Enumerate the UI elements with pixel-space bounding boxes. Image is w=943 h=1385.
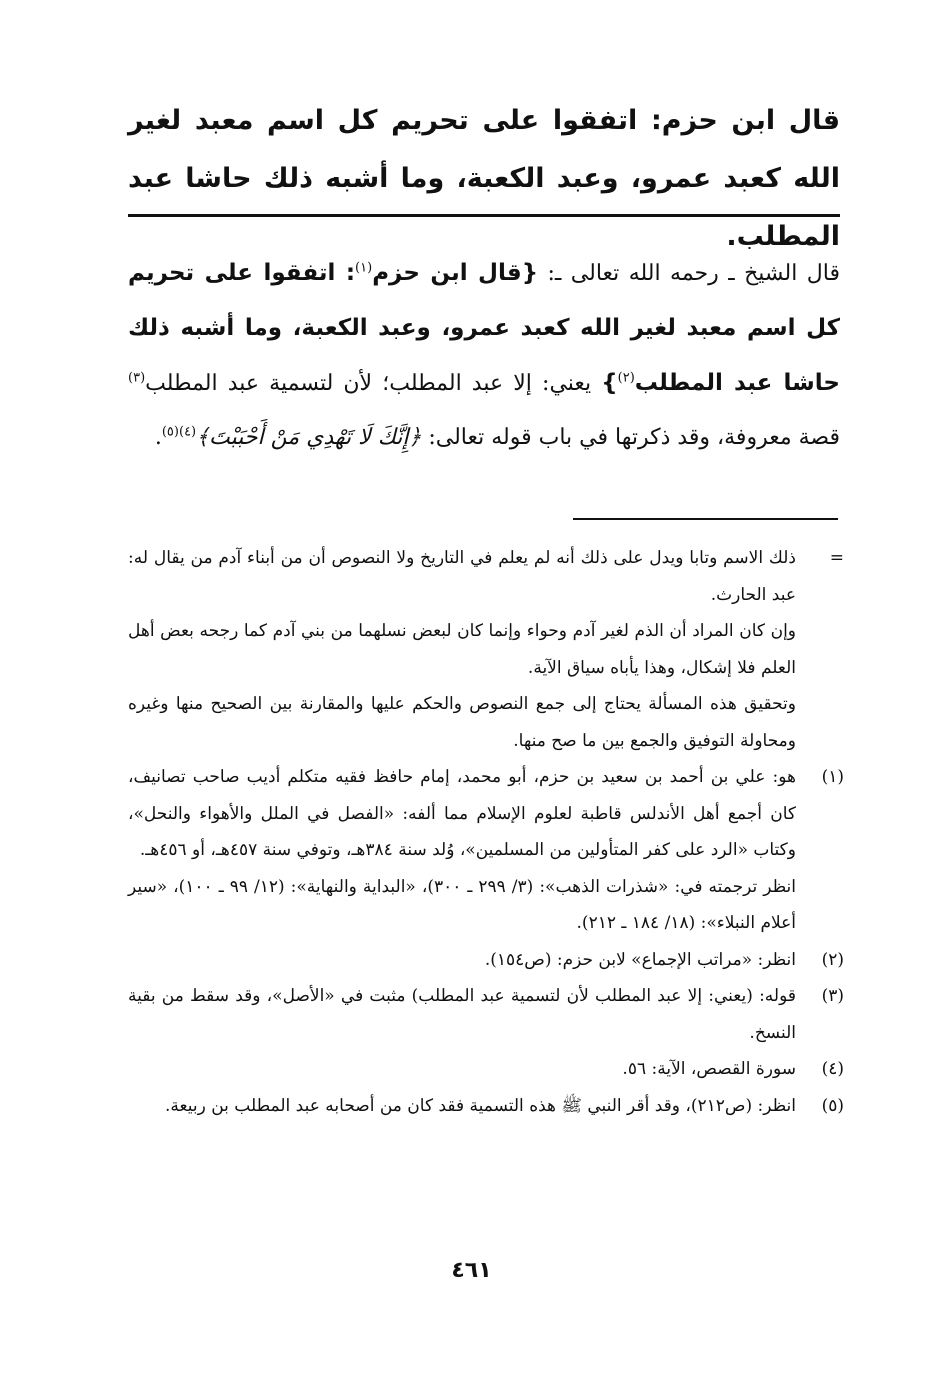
footnote-text: انظر: (ص٢١٢)، وقد أقر النبي ﷺ هذه التسمية فقد كان من أصحابه عبد المطلب بن ربيعة. <box>165 1095 796 1116</box>
footnote-3 <box>128 978 844 1051</box>
footnote-number: (١) <box>821 767 844 787</box>
matn-divider <box>128 214 840 217</box>
footnote-text: انظر: «مراتب الإجماع» لابن حزم: (ص١٥٤). <box>484 949 796 970</box>
footnote-ref-4[interactable]: (٤) <box>178 424 197 440</box>
footnote-ref-1[interactable]: (١) <box>355 260 373 276</box>
footnote-text: هو: علي بن أحمد بن سعيد بن حزم، أبو محمد، إمام حافظ فقيه متكلم أديب صاحب تصانيف، كان أجمع أهل الأندلس قاطبة لعلوم الإسلام مما ألفه: «الفصل في الملل والأهواء والنحل»، وكتاب «الرد على كفر المتأولين من المسلمين»، وُلد سنة ٣٨٤هـ، وتوفي سنة ٤٥٧هـ، أو ٤٥٦هـ. <box>128 767 796 860</box>
footnotes-section <box>128 540 844 1124</box>
footnote-text: سورة القصص، الآية: ٥٦. <box>622 1059 796 1079</box>
footnote-number: (٢) <box>821 949 844 970</box>
sharh-quote-body: : اتفقوا على تحريم كل اسم معبد لغير الله كعبد عمرو، وعبد الكعبة، وما أشبه ذلك حاشا عبد المطلب <box>128 260 841 396</box>
footnote-continuation-first <box>128 540 844 613</box>
continuation-paragraph-2: وإن كان المراد أن الذم لغير آدم وحواء وإنما كان لبعض نسلهما من بني آدم كما رجحه بعض أهل العلم فلا إشكال، وهذا يأباه سياق الآية. <box>128 621 796 678</box>
sharh-quote-open: {قال ابن حزم <box>372 260 539 286</box>
continuation-paragraph-1: ذلك الاسم وتابا ويدل على ذلك أنه لم يعلم في التاريخ ولا النصوص أن من أبناء آدم من يقال له: عبد الحارث. <box>128 548 796 605</box>
sharh-end: . <box>154 425 162 450</box>
footnote-2 <box>128 942 844 979</box>
page-number: ٤٦١ <box>451 1258 492 1283</box>
matn-text: قال ابن حزم: اتفقوا على تحريم كل اسم معبد لغير الله كعبد عمرو، وعبد الكعبة، وما أشبه ذلك حاشا عبد المطلب. <box>128 105 840 252</box>
sharh-intro: قال الشيخ ـ رحمه الله تعالى ـ: <box>538 261 841 286</box>
footnote-ref-5[interactable]: (٥) <box>161 424 179 440</box>
footnote-1-references: انظر ترجمته في: «شذرات الذهب»: (٣/ ٢٩٩ ـ ٣٠٠)، «البداية والنهاية»: (١٢/ ٩٩ ـ ١٠٠)، «سير أعلام النبلاء»: (١٨/ ١٨٤ ـ ٢١٢). <box>128 876 796 933</box>
footnote-ref-2[interactable]: (٢) <box>617 370 635 386</box>
sharh-paragraph <box>128 246 840 465</box>
sharh-quote-close: } <box>601 370 618 396</box>
footnote-5 <box>128 1088 844 1125</box>
continuation-mark: = <box>829 548 844 568</box>
sharh-text-3: قصة معروفة، وقد ذكرتها في باب قوله تعالى: <box>421 425 840 450</box>
footnote-number: (٣) <box>821 986 844 1006</box>
continuation-paragraph-3: وتحقيق هذه المسألة يحتاج إلى جمع النصوص والحكم عليها والمقارنة بين الصحيح منها وغيره ومحاولة التوفيق والجمع بين ما صح منها. <box>128 694 796 751</box>
quran-verse: ﴿إِنَّكَ لَا تَهْدِي مَنْ أَحْبَبْتَ﴾ <box>196 425 422 450</box>
footnote-4 <box>128 1051 844 1088</box>
footnote-text: قوله: (يعني: إلا عبد المطلب لأن لتسمية عبد المطلب) مثبت في «الأصل»، وقد سقط من بقية النسخ. <box>128 986 796 1043</box>
footnote-number: (٥) <box>821 1095 844 1116</box>
footnote-number: (٤) <box>821 1059 844 1079</box>
footnote-ref-3[interactable]: (٣) <box>128 370 146 386</box>
footnote-1 <box>128 759 844 869</box>
sharh-text-2: يعني: إلا عبد المطلب؛ لأن لتسمية عبد المطلب <box>145 371 602 396</box>
footnote-divider <box>573 518 838 520</box>
